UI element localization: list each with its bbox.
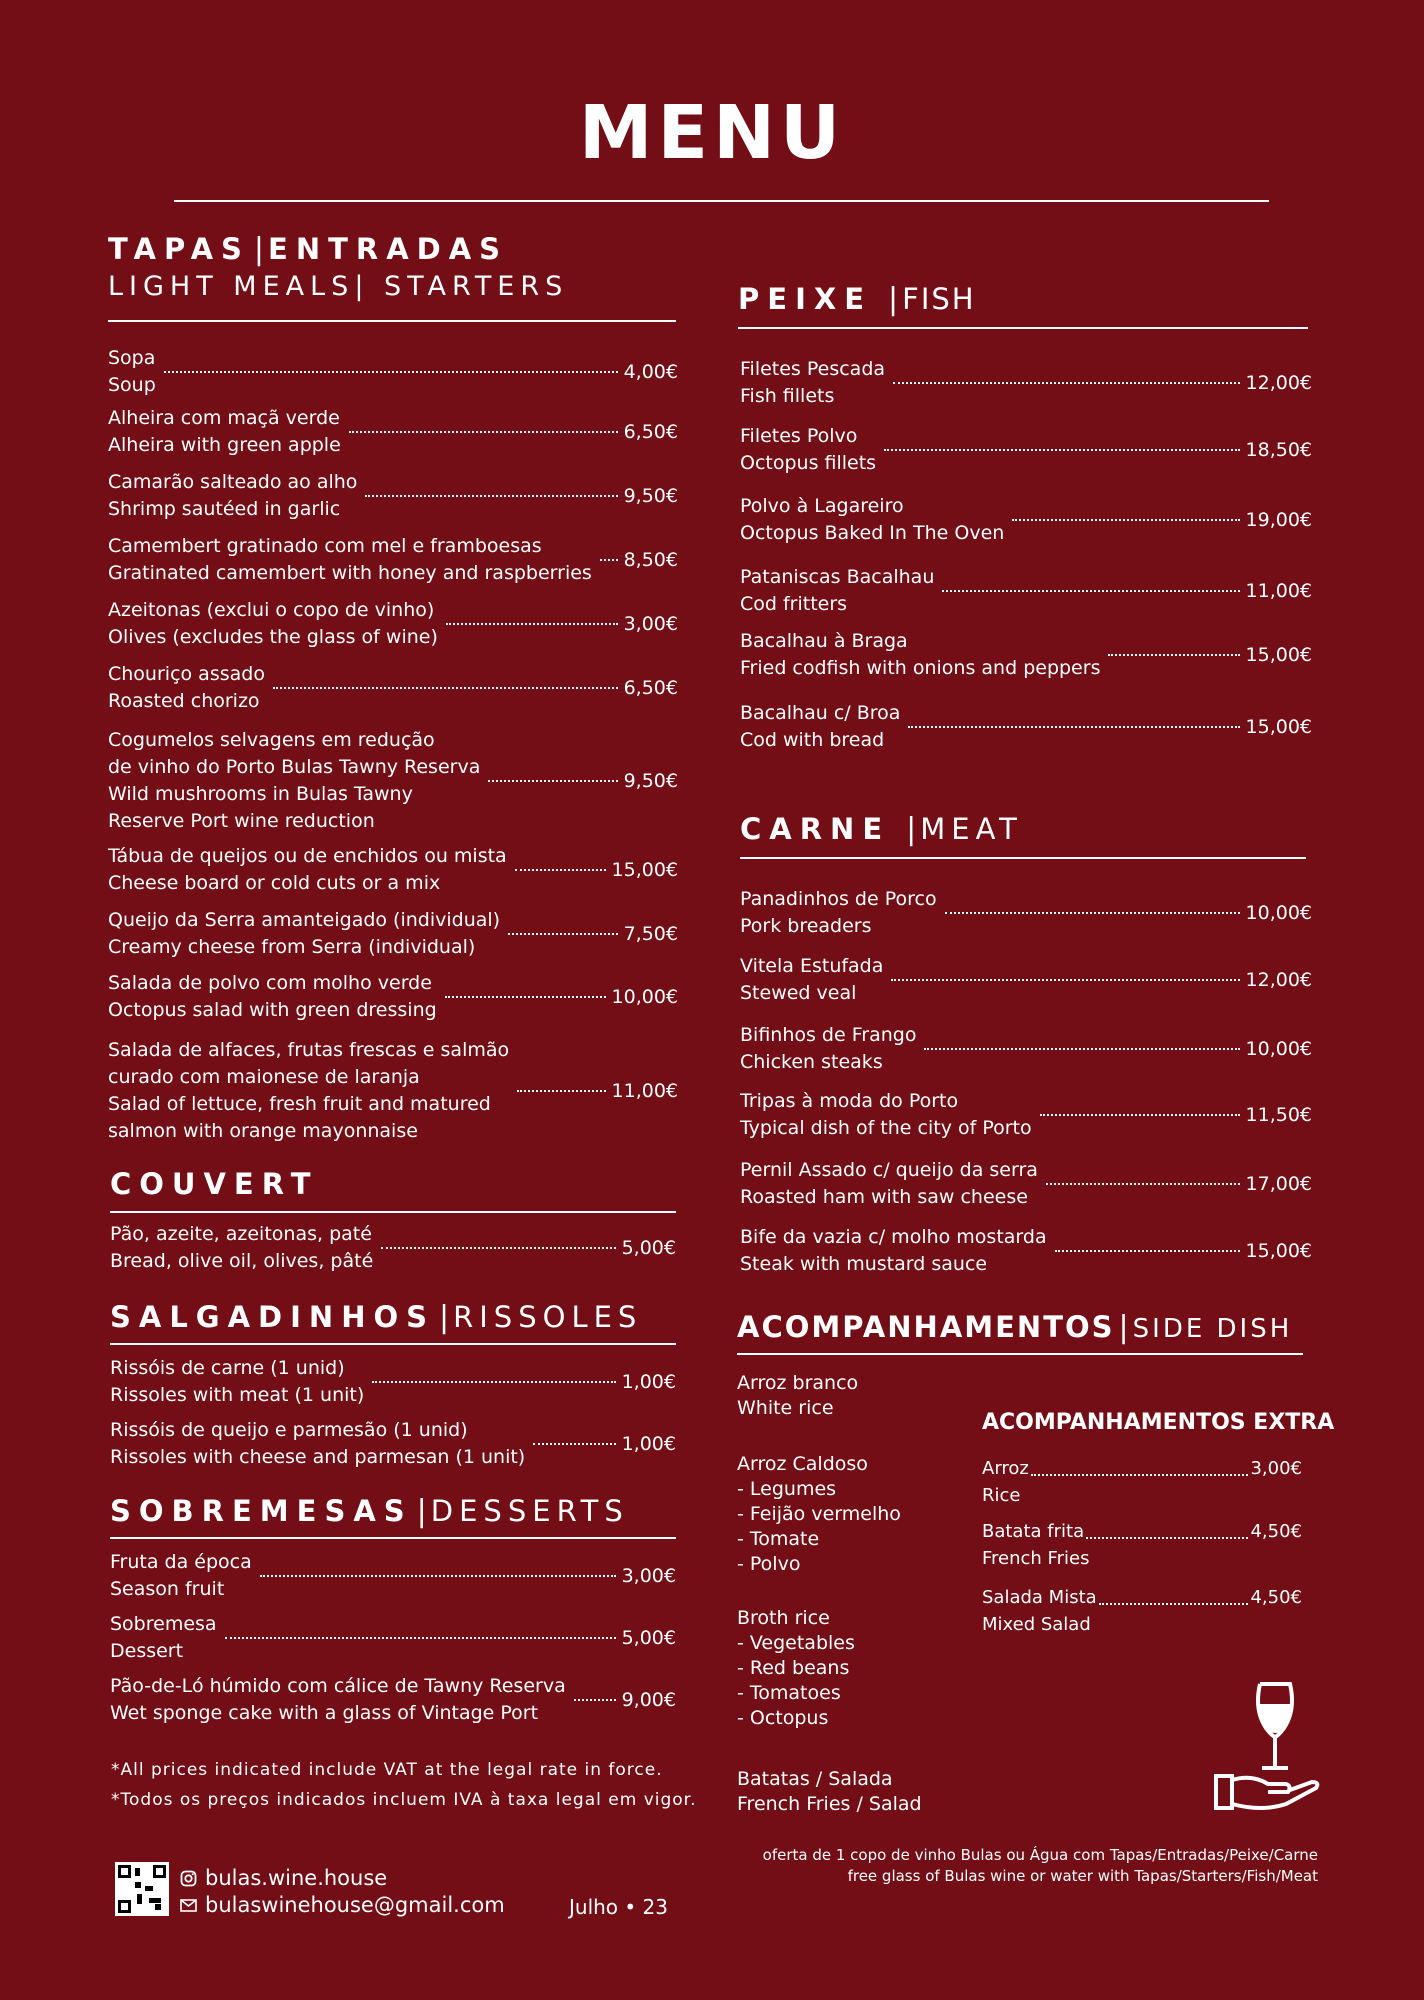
item-name-en: Fried codfish with onions and peppers <box>740 657 1101 679</box>
mail-icon <box>180 1899 197 1912</box>
item-price: 3,00€ <box>623 613 678 635</box>
item-name-pt: curado com maionese de laranja <box>108 1066 420 1088</box>
menu-item <box>110 1355 676 1409</box>
item-price: 1,00€ <box>621 1371 676 1393</box>
item-name-pt: Pataniscas Bacalhau <box>740 566 935 588</box>
salgadinhos-section <box>110 1300 676 1485</box>
menu-item <box>740 953 1312 1007</box>
menu-item <box>108 405 678 459</box>
offer-text-en: free glass of Bulas wine or water with Tapas/Starters/Fish/Meat <box>847 1867 1318 1885</box>
item-name-pt: Pernil Assado c/ queijo da serra <box>740 1159 1038 1181</box>
tapas-subtitle-2: STARTERS <box>384 271 569 302</box>
carne-section <box>740 812 1306 859</box>
side-dish-group <box>737 1606 855 1731</box>
menu-item <box>740 423 1312 477</box>
item-name-en: Wild mushrooms in Bulas Tawny <box>108 783 413 805</box>
item-price: 9,50€ <box>623 770 678 792</box>
item-name-pt: Camarão salteado ao alho <box>108 471 358 493</box>
dot-leader <box>225 1637 616 1639</box>
dot-leader <box>1046 1183 1240 1185</box>
menu-item <box>740 564 1312 618</box>
item-name-en: Shrimp sautéed in garlic <box>108 498 341 520</box>
item-price: 15,00€ <box>1245 644 1312 666</box>
item-name-pt: Filetes Polvo <box>740 425 858 447</box>
dot-leader <box>273 687 618 689</box>
dot-leader <box>381 1247 615 1249</box>
item-name-en: Olives (excludes the glass of wine) <box>108 626 438 648</box>
item-name-en: Bread, olive oil, olives, pâté <box>110 1250 374 1272</box>
item-price: 1,00€ <box>621 1433 676 1455</box>
item-name-en: Octopus fillets <box>740 452 877 474</box>
instagram-icon <box>180 1870 197 1887</box>
dot-leader <box>1040 1114 1240 1116</box>
salgadinhos-heading <box>110 1300 676 1345</box>
peixe-heading <box>738 282 1308 329</box>
menu-item <box>108 970 678 1024</box>
menu-item <box>108 469 678 523</box>
item-name-en: Wet sponge cake with a glass of Vintage Port <box>110 1702 539 1724</box>
section-divider <box>740 857 1306 859</box>
heading-separator: | <box>906 812 917 847</box>
menu-item <box>110 1673 676 1727</box>
extra-name-pt: Batata frita <box>982 1521 1085 1542</box>
section-divider <box>108 320 676 322</box>
item-name-en: Stewed veal <box>740 982 857 1004</box>
item-price: 3,00€ <box>621 1565 676 1587</box>
item-price: 9,50€ <box>623 485 678 507</box>
item-name-pt: Rissóis de carne (1 unid) <box>110 1357 345 1379</box>
item-name-pt: Bife da vazia c/ molho mostarda <box>740 1226 1047 1248</box>
tapas-heading <box>108 232 676 322</box>
item-name-pt: Queijo da Serra amanteigado (individual) <box>108 909 501 931</box>
menu-date: Julho • 23 <box>569 1895 669 1919</box>
vat-note-en: *All prices indicated include VAT at the legal rate in force. <box>111 1760 663 1780</box>
section-divider <box>737 1353 1303 1355</box>
item-name-en: Salad of lettuce, fresh fruit and matured <box>108 1093 491 1115</box>
tapas-items <box>108 345 678 1145</box>
couvert-section <box>110 1167 676 1281</box>
dot-leader <box>945 912 1240 914</box>
side-dish-group <box>737 1452 901 1577</box>
item-name-pt: Salada de polvo com molho verde <box>108 972 432 994</box>
heading-separator: | <box>888 282 899 317</box>
dot-leader <box>260 1575 616 1577</box>
dot-leader <box>1031 1474 1249 1476</box>
side-dish-group <box>737 1371 858 1421</box>
dot-leader <box>884 449 1239 451</box>
extra-side-item <box>982 1518 1302 1572</box>
dot-leader <box>908 726 1239 728</box>
item-price: 6,50€ <box>623 421 678 443</box>
dot-leader <box>508 933 618 935</box>
item-name-en: Rissoles with meat (1 unit) <box>110 1384 365 1406</box>
dot-leader <box>574 1699 616 1701</box>
side-dish-line: - Vegetables <box>737 1632 855 1654</box>
dot-leader <box>533 1443 615 1445</box>
tapas-title-pt2: ENTRADAS <box>268 232 509 266</box>
extra-name-en: Rice <box>982 1485 1021 1506</box>
sobremesas-title-en: DESSERTS <box>430 1494 629 1528</box>
menu-title: MENU <box>578 90 846 176</box>
acompanhamentos-title-pt: ACOMPANHAMENTOS <box>737 1310 1115 1344</box>
item-name-en: Reserve Port wine reduction <box>108 810 375 832</box>
item-name-en: Roasted chorizo <box>108 690 260 712</box>
item-name-pt: Vitela Estufada <box>740 955 884 977</box>
item-name-en: Typical dish of the city of Porto <box>740 1117 1032 1139</box>
instagram-handle[interactable]: bulas.wine.house <box>205 1866 388 1890</box>
item-name-en: Season fruit <box>110 1578 225 1600</box>
dot-leader <box>365 495 617 497</box>
dot-leader <box>164 371 618 373</box>
dot-leader <box>891 979 1239 981</box>
item-price: 8,50€ <box>623 549 678 571</box>
menu-item <box>740 1088 1312 1142</box>
sobremesas-title-pt: SOBREMESAS <box>110 1494 413 1528</box>
menu-item <box>108 345 678 399</box>
menu-item <box>740 628 1312 682</box>
dot-leader <box>1055 1250 1240 1252</box>
qr-code[interactable] <box>115 1862 169 1916</box>
item-name-pt: Alheira com maçã verde <box>108 407 340 429</box>
dot-leader <box>600 559 618 561</box>
heading-separator: | <box>439 1300 450 1335</box>
item-name-pt: Cogumelos selvagens em redução <box>108 729 435 751</box>
item-name-en: Alheira with green apple <box>108 434 341 456</box>
item-name-en: Soup <box>108 374 156 396</box>
item-name-pt: Camembert gratinado com mel e framboesas <box>108 535 542 557</box>
menu-item <box>740 493 1312 547</box>
menu-item <box>108 597 678 651</box>
carne-title-en: MEAT <box>920 812 1023 846</box>
menu-item <box>108 907 678 961</box>
side-dish-line: Arroz branco <box>737 1372 859 1394</box>
dot-leader <box>942 590 1239 592</box>
offer-text-pt: oferta de 1 copo de vinho Bulas ou Água com Tapas/Entradas/Peixe/Carne <box>762 1846 1318 1864</box>
peixe-items <box>740 356 1312 756</box>
heading-separator: | <box>1118 1310 1129 1345</box>
item-name-pt: Fruta da época <box>110 1551 252 1573</box>
side-dish-line: White rice <box>737 1397 834 1419</box>
dot-leader <box>924 1048 1239 1050</box>
item-price: 11,50€ <box>1245 1104 1312 1126</box>
item-name-pt: Pão, azeite, azeitonas, paté <box>110 1223 372 1245</box>
section-divider <box>110 1537 676 1539</box>
item-name-en: Octopus Baked In The Oven <box>740 522 1005 544</box>
side-dish-line: Broth rice <box>737 1607 830 1629</box>
heading-separator: | <box>416 1494 427 1529</box>
carne-items <box>740 886 1312 1286</box>
menu-item <box>108 843 678 897</box>
dot-leader <box>1099 1603 1249 1605</box>
item-price: 6,50€ <box>623 677 678 699</box>
salgadinhos-title-en: RISSOLES <box>453 1300 643 1334</box>
item-price: 10,00€ <box>1245 1038 1312 1060</box>
tapas-subtitle <box>108 271 676 302</box>
item-price: 11,00€ <box>1245 580 1312 602</box>
menu-item <box>110 1611 676 1665</box>
dot-leader <box>446 623 618 625</box>
title-divider <box>174 200 1269 202</box>
menu-item <box>108 661 678 715</box>
acompanhamentos-title-en: SIDE DISH <box>1132 1314 1293 1344</box>
dot-leader <box>1108 654 1239 656</box>
peixe-title-pt: PEIXE <box>738 282 873 316</box>
peixe-section <box>738 282 1308 329</box>
item-price: 10,00€ <box>611 986 678 1008</box>
instagram-contact[interactable] <box>180 1866 387 1890</box>
dot-leader <box>893 382 1239 384</box>
item-name-en: Steak with mustard sauce <box>740 1253 988 1275</box>
item-name-en: Rissoles with cheese and parmesan (1 unit) <box>110 1446 526 1468</box>
menu-item <box>110 1549 676 1603</box>
item-price: 15,00€ <box>1245 1240 1312 1262</box>
side-dish-line: - Tomate <box>737 1528 820 1550</box>
side-dish-line: Arroz Caldoso <box>737 1453 868 1475</box>
email-address[interactable]: bulaswinehouse@gmail.com <box>205 1893 505 1917</box>
item-price: 19,00€ <box>1245 509 1312 531</box>
acompanhamentos-section <box>737 1310 1303 1355</box>
item-name-pt: Rissóis de queijo e parmesão (1 unid) <box>110 1419 468 1441</box>
heading-separator: | <box>354 271 370 302</box>
extra-side-item <box>982 1584 1302 1638</box>
tapas-section <box>108 232 676 322</box>
dot-leader <box>445 996 606 998</box>
item-name-pt: Azeitonas (exclui o copo de vinho) <box>108 599 435 621</box>
side-dish-line: French Fries / Salad <box>737 1793 922 1815</box>
item-price: 12,00€ <box>1245 969 1312 991</box>
menu-item <box>108 1037 678 1145</box>
item-price: 5,00€ <box>621 1237 676 1259</box>
item-name-pt: Bacalhau à Braga <box>740 630 908 652</box>
section-divider <box>110 1343 676 1345</box>
item-name-pt: Chouriço assado <box>108 663 265 685</box>
side-dish-line: - Polvo <box>737 1553 801 1575</box>
item-name-en: Cheese board or cold cuts or a mix <box>108 872 441 894</box>
dot-leader <box>349 431 618 433</box>
item-price: 5,00€ <box>621 1627 676 1649</box>
side-dish-line: - Tomatoes <box>737 1682 841 1704</box>
section-divider <box>110 1211 676 1213</box>
extra-name-pt: Salada Mista <box>982 1587 1097 1608</box>
email-contact[interactable] <box>180 1893 505 1917</box>
extra-name-pt: Arroz <box>982 1458 1029 1479</box>
item-price: 15,00€ <box>611 859 678 881</box>
menu-item <box>740 356 1312 410</box>
item-name-en: Chicken steaks <box>740 1051 883 1073</box>
menu-item <box>110 1417 676 1471</box>
peixe-title-en: FISH <box>902 282 976 316</box>
extra-side-item <box>982 1455 1302 1509</box>
item-name-pt: Polvo à Lagareiro <box>740 495 904 517</box>
item-name-en: Roasted ham with saw cheese <box>740 1186 1028 1208</box>
item-name-pt: Panadinhos de Porco <box>740 888 937 910</box>
menu-item <box>740 886 1312 940</box>
item-name-pt: Sopa <box>108 347 156 369</box>
dot-leader <box>1012 519 1239 521</box>
menu-item <box>740 1022 1312 1076</box>
sobremesas-section <box>110 1494 676 1749</box>
carne-heading <box>740 812 1306 859</box>
item-name-pt: Tábua de queijos ou de enchidos ou mista <box>108 845 507 867</box>
dot-leader <box>515 869 606 871</box>
item-name-pt: Bacalhau c/ Broa <box>740 702 901 724</box>
side-dish-line: - Legumes <box>737 1478 837 1500</box>
free-wine-offer <box>763 1845 1318 1887</box>
item-name-en: Pork breaders <box>740 915 872 937</box>
side-dish-line: - Red beans <box>737 1657 850 1679</box>
menu-item <box>740 1224 1312 1278</box>
section-divider <box>738 327 1308 329</box>
item-name-pt: Tripas à moda do Porto <box>740 1090 959 1112</box>
item-name-en: Gratinated camembert with honey and raspberries <box>108 562 592 584</box>
acompanhamentos-heading <box>737 1310 1303 1355</box>
tapas-subtitle-1: LIGHT MEALS <box>108 271 355 302</box>
item-price: 15,00€ <box>1245 716 1312 738</box>
tapas-title-pt: TAPAS <box>108 232 250 266</box>
menu-item <box>110 1221 676 1275</box>
dot-leader <box>517 1090 605 1092</box>
side-dish-line: - Octopus <box>737 1707 829 1729</box>
side-dish-group <box>737 1767 922 1817</box>
vat-note-pt: *Todos os preços indicados incluem IVA à taxa legal em vigor. <box>111 1790 697 1810</box>
item-name-en: salmon with orange mayonnaise <box>108 1120 418 1142</box>
item-price: 4,00€ <box>623 361 678 383</box>
item-name-en: Fish fillets <box>740 385 835 407</box>
item-price: 10,00€ <box>1245 902 1312 924</box>
item-price: 11,00€ <box>611 1080 678 1102</box>
menu-item <box>108 533 678 587</box>
extra-sides-title: ACOMPANHAMENTOS EXTRA <box>982 1410 1335 1435</box>
wine-glass-hand-icon <box>1212 1680 1322 1815</box>
extra-name-en: French Fries <box>982 1548 1090 1569</box>
item-name-en: Cod with bread <box>740 729 885 751</box>
extra-price: 3,00€ <box>1250 1458 1302 1479</box>
side-dish-line: Batatas / Salada <box>737 1768 893 1790</box>
extra-price: 4,50€ <box>1250 1587 1302 1608</box>
couvert-heading <box>110 1167 676 1213</box>
item-name-pt: de vinho do Porto Bulas Tawny Reserva <box>108 756 481 778</box>
menu-item <box>740 700 1312 754</box>
item-name-pt: Bifinhos de Frango <box>740 1024 917 1046</box>
dot-leader <box>372 1381 615 1383</box>
extra-price: 4,50€ <box>1250 1521 1302 1542</box>
sobremesas-heading <box>110 1494 676 1539</box>
salgadinhos-title-pt: SALGADINHOS <box>110 1300 435 1334</box>
carne-title-pt: CARNE <box>740 812 891 846</box>
item-price: 9,00€ <box>621 1689 676 1711</box>
item-name-pt: Sobremesa <box>110 1613 217 1635</box>
item-name-en: Dessert <box>110 1640 184 1662</box>
item-name-en: Octopus salad with green dressing <box>108 999 437 1021</box>
item-price: 17,00€ <box>1245 1173 1312 1195</box>
side-dish-line: - Feijão vermelho <box>737 1503 901 1525</box>
item-name-pt: Filetes Pescada <box>740 358 886 380</box>
couvert-title: COUVERT <box>110 1167 319 1201</box>
item-name-pt: Pão-de-Ló húmido com cálice de Tawny Reserva <box>110 1675 566 1697</box>
heading-separator: | <box>253 232 265 267</box>
item-price: 12,00€ <box>1245 372 1312 394</box>
item-name-en: Creamy cheese from Serra (individual) <box>108 936 476 958</box>
extra-name-en: Mixed Salad <box>982 1614 1091 1635</box>
dot-leader <box>488 780 617 782</box>
item-price: 18,50€ <box>1245 439 1312 461</box>
item-name-pt: Salada de alfaces, frutas frescas e salmão <box>108 1039 510 1061</box>
menu-item <box>108 727 678 835</box>
item-name-en: Cod fritters <box>740 593 848 615</box>
item-price: 7,50€ <box>623 923 678 945</box>
menu-item <box>740 1157 1312 1211</box>
dot-leader <box>1086 1537 1248 1539</box>
